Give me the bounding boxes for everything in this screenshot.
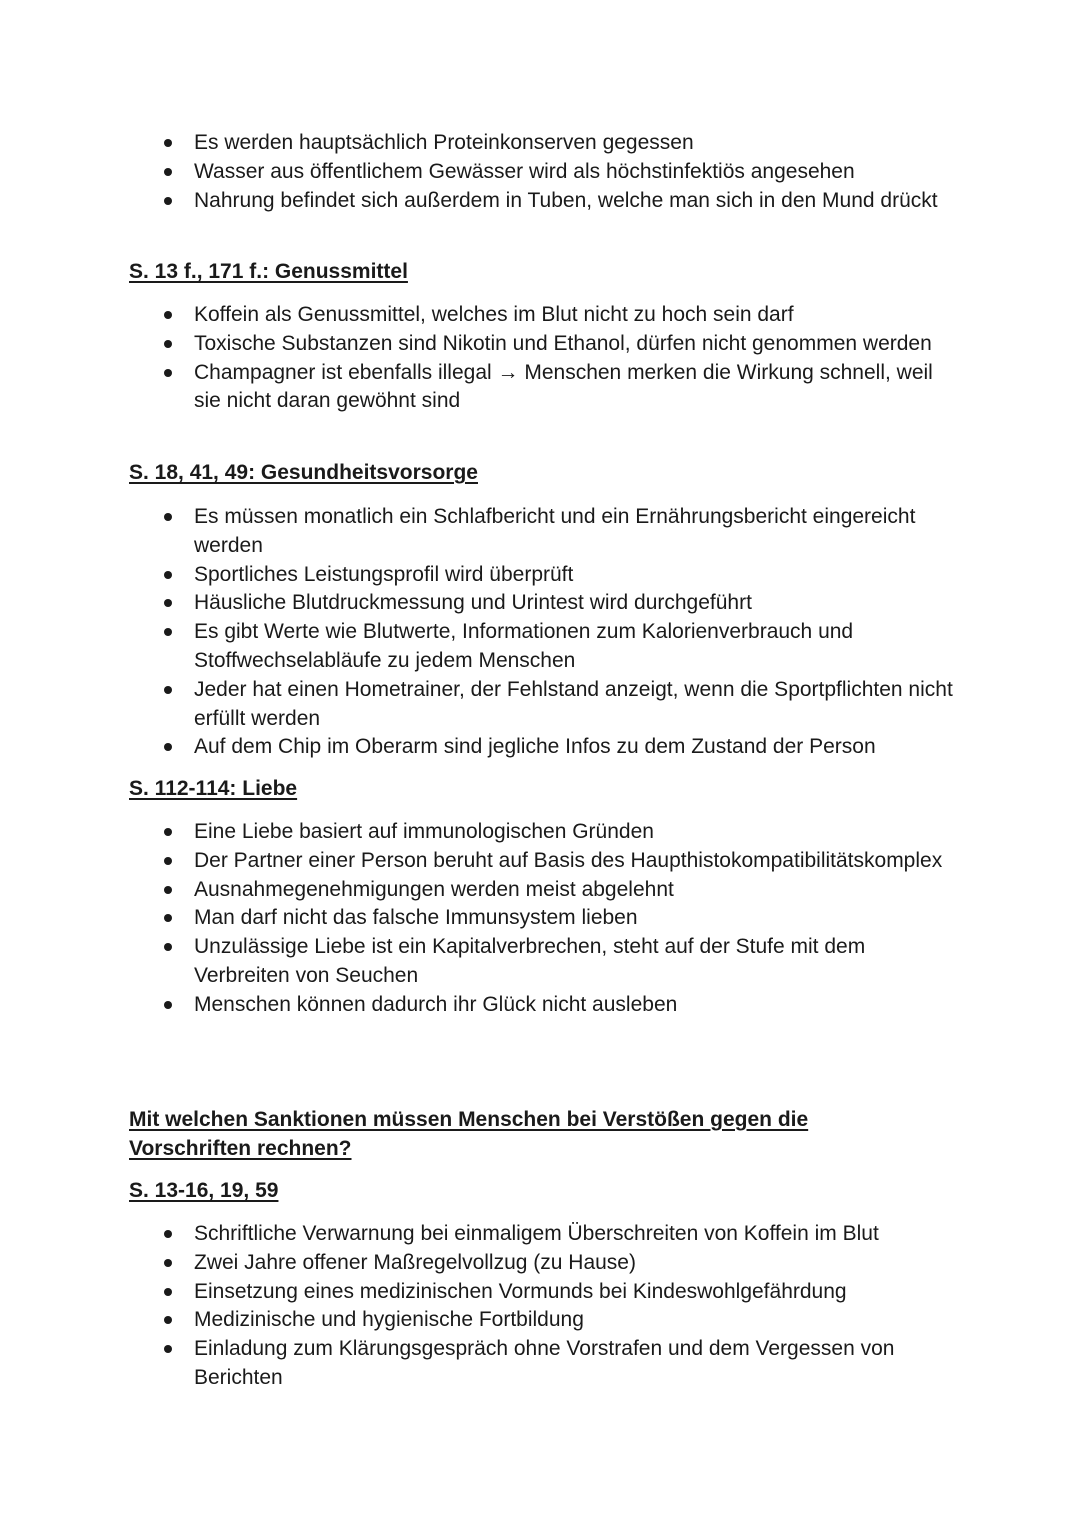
section-heading-liebe: S. 112-114: Liebe bbox=[129, 777, 298, 800]
list-item: Einsetzung eines medizinischen Vormunds bei Kindeswohlgefährdung bbox=[129, 1278, 959, 1307]
list-item: Eine Liebe basiert auf immunologischen Gründen bbox=[129, 818, 959, 847]
list-item: Menschen können dadurch ihr Glück nicht ausleben bbox=[129, 991, 959, 1020]
gesundheitsvorsorge-list-block bbox=[129, 503, 959, 762]
genussmittel-list-block bbox=[129, 301, 959, 416]
intro-bullet-list bbox=[129, 129, 959, 215]
sanktionen-bullet-list bbox=[129, 1220, 959, 1393]
list-item: Es werden hauptsächlich Proteinkonserven gegessen bbox=[129, 129, 959, 158]
list-item: Schriftliche Verwarnung bei einmaligem Überschreiten von Koffein im Blut bbox=[129, 1220, 959, 1249]
intro-list-block bbox=[129, 129, 959, 215]
sanktionen-list-block bbox=[129, 1220, 959, 1393]
list-item: Toxische Substanzen sind Nikotin und Ethanol, dürfen nicht genommen werden bbox=[129, 330, 959, 359]
list-item: Zwei Jahre offener Maßregelvollzug (zu Hause) bbox=[129, 1249, 959, 1278]
list-item: Man darf nicht das falsche Immunsystem lieben bbox=[129, 904, 959, 933]
section-heading-sanktionen-pages: S. 13-16, 19, 59 bbox=[129, 1179, 279, 1202]
list-item: Unzulässige Liebe ist ein Kapitalverbrechen, steht auf der Stufe mit dem Verbreiten von Seuchen bbox=[129, 933, 959, 991]
liebe-list-block bbox=[129, 818, 959, 1020]
list-item: Jeder hat einen Hometrainer, der Fehlstand anzeigt, wenn die Sportpflichten nicht erfüllt werden bbox=[129, 676, 959, 734]
section-heading-gesundheitsvorsorge: S. 18, 41, 49: Gesundheitsvorsorge bbox=[129, 461, 478, 484]
list-item: Auf dem Chip im Oberarm sind jegliche Infos zu dem Zustand der Person bbox=[129, 733, 959, 762]
list-item: Ausnahmegenehmigungen werden meist abgelehnt bbox=[129, 876, 959, 905]
genussmittel-bullet-list bbox=[129, 301, 959, 416]
liebe-bullet-list bbox=[129, 818, 959, 1020]
list-item: Einladung zum Klärungsgespräch ohne Vorstrafen und dem Vergessen von Berichten bbox=[129, 1335, 959, 1393]
list-item: Medizinische und hygienische Fortbildung bbox=[129, 1306, 959, 1335]
list-item: Koffein als Genussmittel, welches im Blut nicht zu hoch sein darf bbox=[129, 301, 959, 330]
list-item: Es müssen monatlich ein Schlafbericht und ein Ernährungsbericht eingereicht werden bbox=[129, 503, 959, 561]
list-item: Häusliche Blutdruckmessung und Urintest wird durchgeführt bbox=[129, 589, 959, 618]
list-item: Es gibt Werte wie Blutwerte, Informationen zum Kalorienverbrauch und Stoffwechselabläufe zu jedem Menschen bbox=[129, 618, 959, 676]
list-item: Wasser aus öffentlichem Gewässer wird als höchstinfektiös angesehen bbox=[129, 158, 959, 187]
list-item: Sportliches Leistungsprofil wird überprüft bbox=[129, 561, 959, 590]
gesundheitsvorsorge-bullet-list bbox=[129, 503, 959, 762]
question-heading-sanktionen: Mit welchen Sanktionen müssen Menschen bei Verstößen gegen die Vorschriften rechnen? bbox=[129, 1108, 809, 1160]
section-heading-genussmittel: S. 13 f., 171 f.: Genussmittel bbox=[129, 260, 408, 283]
list-item: Champagner ist ebenfalls illegal → Menschen merken die Wirkung schnell, weil sie nicht daran gewöhnt sind bbox=[129, 359, 959, 417]
list-item: Nahrung befindet sich außerdem in Tuben, welche man sich in den Mund drückt bbox=[129, 187, 959, 216]
list-item: Der Partner einer Person beruht auf Basis des Haupthistokompatibilitätskomplex bbox=[129, 847, 959, 876]
